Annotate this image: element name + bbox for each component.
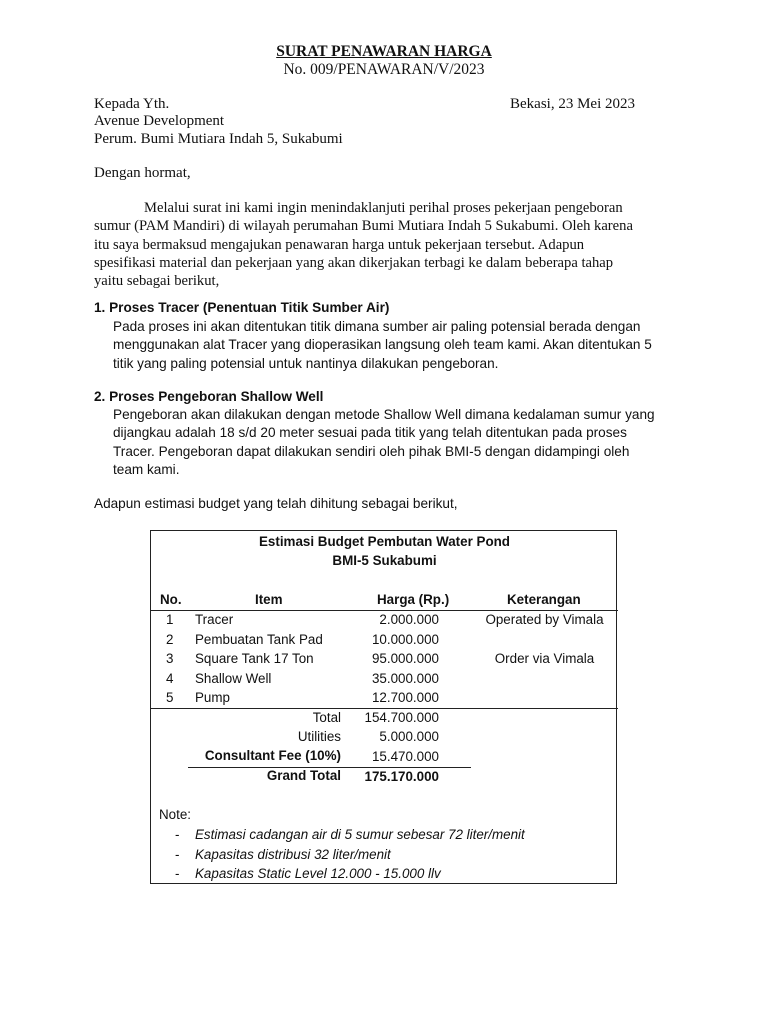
note-label: Note: xyxy=(159,807,192,822)
budget-table xyxy=(150,530,617,884)
row-no: 5 xyxy=(166,690,174,705)
recipient-address: Perum. Bumi Mutiara Indah 5, Sukabumi xyxy=(94,131,343,147)
header-no: No. xyxy=(160,592,182,607)
letter-title: SURAT PENAWARAN HARGA xyxy=(276,43,492,60)
row-no: 1 xyxy=(166,612,174,627)
row-price: 10.000.000 xyxy=(371,632,439,647)
row-no: 2 xyxy=(166,632,174,647)
greeting: Dengan hormat, xyxy=(94,165,191,181)
section-2-line: Tracer. Pengeboran dapat dilakukan sendiri oleh pihak BMI-5 dengan didampingi oleh xyxy=(113,443,630,459)
budget-intro: Adapun estimasi budget yang telah dihitung sebagai berikut, xyxy=(94,496,458,511)
row-no: 3 xyxy=(166,651,174,666)
row-note: Operated by Vimala xyxy=(485,612,604,627)
letter-number: No. 009/PENAWARAN/V/2023 xyxy=(283,61,485,78)
budget-subtitle: BMI-5 Sukabumi xyxy=(332,553,437,568)
row-item: Tracer xyxy=(195,612,234,627)
row-item: Pump xyxy=(195,690,230,705)
recipient-name: Avenue Development xyxy=(94,113,225,129)
note-bullet: - xyxy=(175,847,180,862)
row-note: Order via Vimala xyxy=(494,651,595,666)
section-1-line: Pada proses ini akan ditentukan titik dimana sumber air paling potensial berada dengan xyxy=(113,319,641,334)
note-text: Estimasi cadangan air di 5 sumur sebesar 72 liter/menit xyxy=(195,827,525,842)
header-item: Item xyxy=(255,592,283,607)
summary-label: Consultant Fee (10%) xyxy=(204,748,341,763)
intro-line: itu saya bermaksud mengajukan penawaran harga untuk pekerjaan tersebut. Adapun xyxy=(94,236,585,253)
header-price: Harga (Rp.) xyxy=(377,592,450,607)
section-1-title: 1. Proses Tracer (Penentuan Titik Sumber Air) xyxy=(94,300,390,315)
summary-value: 15.470.000 xyxy=(371,749,439,764)
header-note: Keterangan xyxy=(507,592,581,607)
intro-line: spesifikasi material dan pekerjaan yang akan dikerjakan terbagi ke dalam beberapa tahap xyxy=(94,254,614,271)
intro-line: sumur (PAM Mandiri) di wilayah perumahan Bumi Mutiara Indah 5 Sukabumi. Oleh karena xyxy=(94,218,633,235)
summary-value: 154.700.000 xyxy=(364,710,439,725)
row-price: 2.000.000 xyxy=(379,612,439,627)
row-item: Shallow Well xyxy=(195,671,272,686)
section-2-line: team kami. xyxy=(113,461,180,477)
header-divider xyxy=(151,610,618,611)
row-price: 35.000.000 xyxy=(371,671,439,686)
note-text: Kapasitas distribusi 32 liter/menit xyxy=(195,847,391,862)
section-2-line: dijangkau adalah 18 s/d 20 meter sesuai pada titik yang telah ditentukan pada proses xyxy=(113,425,627,441)
place-date: Bekasi, 23 Mei 2023 xyxy=(510,96,635,112)
salutation-to: Kepada Yth. xyxy=(94,96,170,112)
row-item: Pembuatan Tank Pad xyxy=(195,632,323,647)
summary-value: 5.000.000 xyxy=(379,729,439,744)
section-1-line: menggunakan alat Tracer yang dioperasikan langsung oleh team kami. Akan ditentukan 5 xyxy=(113,337,652,353)
section-1-line: titik yang paling potensial untuk nantinya dilakukan pengeboran. xyxy=(113,355,499,371)
section-1-body xyxy=(113,318,652,373)
section-2-body xyxy=(113,406,655,479)
budget-title: Estimasi Budget Pembutan Water Pond xyxy=(259,534,510,549)
intro-line: Melalui surat ini kami ingin menindaklanjuti perihal proses pekerjaan pengeboran xyxy=(144,200,623,216)
rows-divider xyxy=(151,708,618,709)
row-item: Square Tank 17 Ton xyxy=(195,651,314,666)
note-bullet: - xyxy=(175,866,180,881)
grand-total-value: 175.170.000 xyxy=(364,769,439,784)
grand-total-label: Grand Total xyxy=(266,768,341,783)
section-2-line: Pengeboran akan dilakukan dengan metode Shallow Well dimana kedalaman sumur yang xyxy=(113,407,655,422)
note-text: Kapasitas Static Level 12.000 - 15.000 llv xyxy=(195,866,441,881)
row-price: 12.700.000 xyxy=(371,690,439,705)
intro-line: yaitu sebagai berikut, xyxy=(94,273,220,290)
row-price: 95.000.000 xyxy=(371,651,439,666)
section-2-title: 2. Proses Pengeboran Shallow Well xyxy=(94,389,324,404)
summary-label: Total xyxy=(312,710,341,725)
summary-label: Utilities xyxy=(297,729,341,744)
intro-paragraph xyxy=(94,199,684,290)
row-no: 4 xyxy=(166,671,174,686)
note-bullet: - xyxy=(175,827,180,842)
